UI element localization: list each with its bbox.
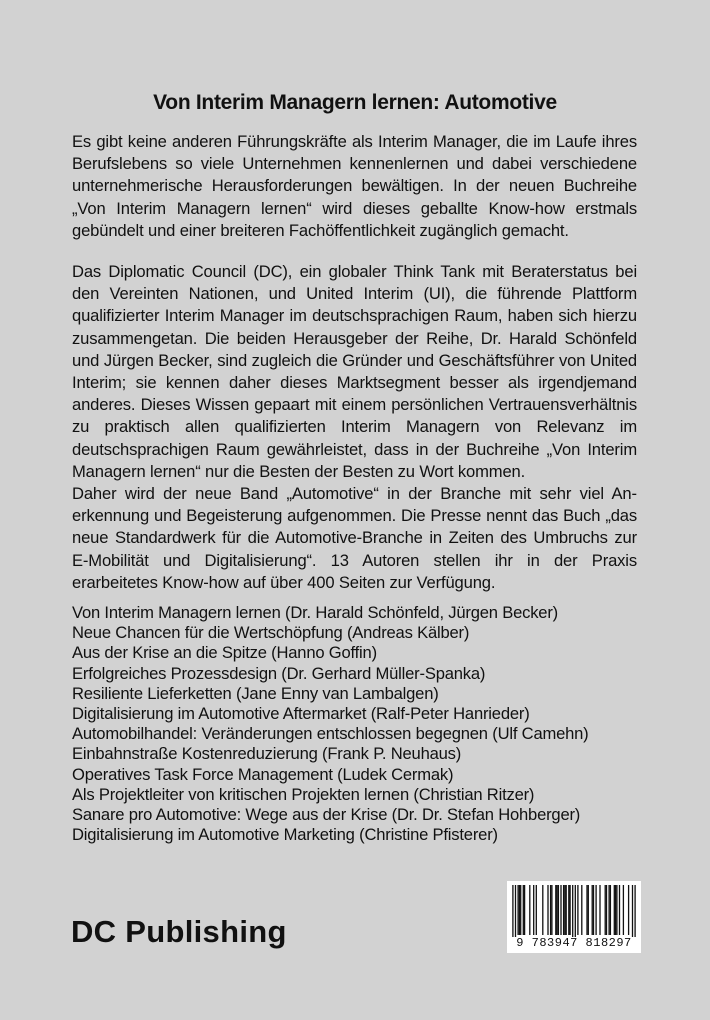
list-item: Operatives Task Force Management (Ludek Cermak) xyxy=(72,764,454,784)
barcode-bar xyxy=(605,885,606,935)
isbn-barcode xyxy=(507,881,641,953)
barcode-bar xyxy=(572,885,573,937)
barcode-bar xyxy=(563,885,564,935)
list-item: Von Interim Managern lernen (Dr. Harald Schönfeld, Jürgen Becker) xyxy=(72,603,558,622)
barcode-bar xyxy=(610,885,611,935)
barcode-bar xyxy=(623,885,624,935)
paragraph-diplomatic-council: Das Diplomatic Council (DC), ein globaler Think Tank mit Beraterstatus bei den Vereinten Nationen, und United Interim (UI), die führende Plattform qualifizierter Interim Manager im deutschsprachigen Raum, haben sich hierzu zusammengetan. Die beiden Herausgeber der Reihe, Dr. Harald Schönfeld und Jürgen Becker, sind zugleich die Gründer und Geschäftsführer von United Interim; sie kennen daher dieses Marktsegment besser als irgendjemand anderes. Dieses Wissen gepaart mit einem persönlichen Vertrauensverhältnis zu praktisch allen qualifizierten Interim Managern von Relevanz im deutschsprachigen Raum gewährleistet, dass in der Buchreihe „Von Interim Managern lernen“ nur die Besten der Besten zu Wort kommen. xyxy=(72,262,637,481)
barcode-bar xyxy=(533,885,534,935)
barcode-bar xyxy=(593,885,594,935)
list-item: Erfolgreiches Prozessdesign (Dr. Gerhard Müller-Spanka) xyxy=(72,663,486,683)
barcode-bar xyxy=(606,885,607,935)
barcode-bar xyxy=(536,885,537,935)
barcode-bar xyxy=(558,885,559,935)
barcode-bar xyxy=(560,885,561,935)
barcode-bar xyxy=(520,885,521,935)
list-item: Neue Chancen für die Wertschöpfung (Andreas Kälber) xyxy=(72,623,470,643)
barcode-bar xyxy=(575,885,576,937)
barcode-bar xyxy=(615,885,616,935)
barcode-bar xyxy=(634,885,635,937)
paragraph-automotive: Daher wird der neue Band „Automotive“ in der Branche mit sehr viel Anerkennung und Begeisterung aufgenommen. Die Presse nennt das Buch „das neue Standardwerk für die Automotive-Branche in Zeiten des Umbruchs zur E-Mobilität und Digitalisierung“. 13 Autoren stellen ihr in der Praxis erarbeitetes Know-how auf über 400 Seiten zur Verfügung. xyxy=(72,484,637,592)
barcode-bar xyxy=(517,885,518,935)
contents-list xyxy=(72,603,652,845)
barcode-bar xyxy=(512,885,513,937)
list-item: Sanare pro Automotive: Wege aus der Krise (Dr. Dr. Stefan Hohberger) xyxy=(72,805,581,825)
barcode-bar xyxy=(599,885,600,935)
barcode-bar xyxy=(577,885,578,935)
list-item: Einbahnstraße Kostenreduzierung (Frank P. Neuhaus) xyxy=(72,744,462,764)
barcode-bar xyxy=(608,885,609,935)
barcode-bar xyxy=(581,885,582,935)
barcode-bar xyxy=(550,885,551,935)
paragraph-intro: Es gibt keine anderen Führungskräfte als Interim Manager, die im Laufe ihres Berufslebens so viele Unternehmen kennenlernen und dabei verschiedene unternehmerische Herausforderungen bewältigen. In der neuen Buchreihe „Von Interim Managern lernen“ wird dieses geballte Know-how erstmals gebündelt und einer breiteren Fachöffentlichkeit zugänglich gemacht. xyxy=(72,132,637,240)
barcode-bar xyxy=(547,885,548,935)
barcode-bar xyxy=(614,885,615,935)
barcode-bar xyxy=(586,885,587,935)
barcode-bar xyxy=(556,885,557,935)
barcode-bar xyxy=(555,885,556,935)
barcode-bar xyxy=(628,885,629,935)
page-title: Von Interim Managern lernen: Automotive xyxy=(153,91,557,114)
barcode-bar xyxy=(519,885,520,935)
list-item: Digitalisierung im Automotive Marketing (Christine Pfisterer) xyxy=(72,825,498,845)
barcode-bar xyxy=(592,885,593,935)
barcode-bar xyxy=(588,885,589,935)
publisher-name: DC Publishing xyxy=(71,914,287,949)
barcode-bar xyxy=(529,885,530,935)
barcode-bar xyxy=(566,885,567,935)
barcode-bar xyxy=(595,885,596,935)
list-item: Digitalisierung im Automotive Aftermarket (Ralf-Peter Hanrieder) xyxy=(72,704,530,724)
barcode-bar xyxy=(568,885,569,935)
barcode-bar xyxy=(515,885,516,937)
list-item: Resiliente Lieferketten (Jane Enny van Lambalgen) xyxy=(72,683,439,703)
barcode-bar xyxy=(569,885,570,935)
barcode-bar xyxy=(564,885,565,935)
list-item: Aus der Krise an die Spitze (Hanno Goffin) xyxy=(72,643,377,663)
list-item: Als Projektleiter von kritischen Projekten lernen (Christian Ritzer) xyxy=(72,784,535,804)
barcode-bar xyxy=(542,885,543,935)
list-item: Automobilhandel: Veränderungen entschlossen begegnen (Ulf Camehn) xyxy=(72,724,589,744)
barcode-bar xyxy=(524,885,525,935)
barcode-bar xyxy=(551,885,552,935)
barcode-bar xyxy=(632,885,633,937)
barcode-bar xyxy=(619,885,620,935)
barcode-bar xyxy=(523,885,524,935)
barcode-bar xyxy=(616,885,617,935)
barcode-icon xyxy=(507,881,641,937)
isbn-digits: 9 783947 818297 xyxy=(516,936,632,950)
